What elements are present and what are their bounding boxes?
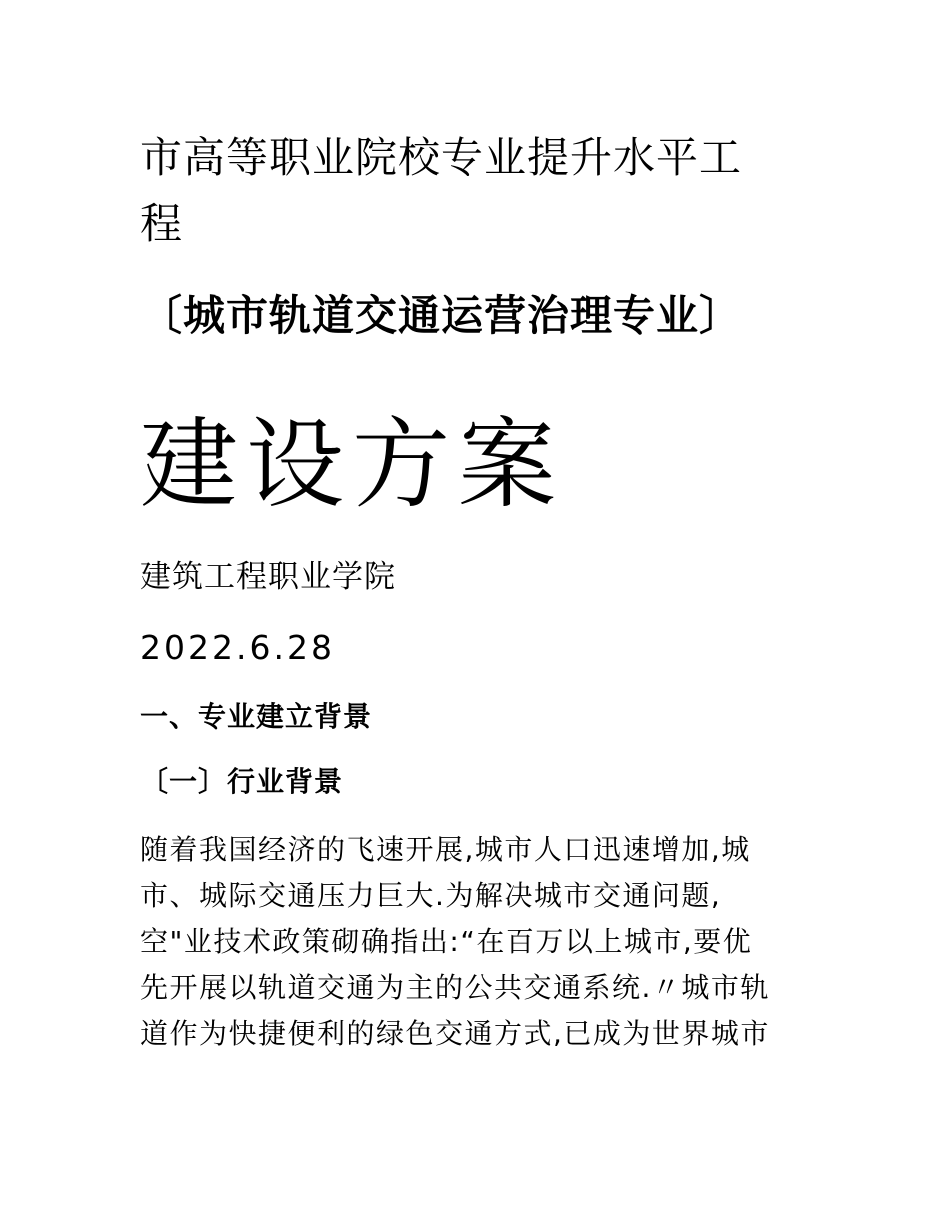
body-text-line: 市、城际交通压力巨大.为解决城市交通问题, [140, 879, 722, 912]
document-title-line-1: 市高等职业院校专业提升水平工 [140, 133, 743, 182]
body-text-line: 道作为快捷便利的绿色交通方式,已成为世界城市 [140, 1017, 770, 1050]
main-title: 建设方案 [140, 408, 565, 522]
institution-name: 建筑工程职业学院 [140, 559, 396, 595]
subsection-heading: 〔一〕行业背景 [140, 765, 344, 798]
document-subtitle: 〔城市轨道交通运营治理专业〕 [140, 291, 743, 340]
document-title-line-2: 程 [140, 199, 184, 248]
document-date: 2022.6.28 [140, 628, 335, 667]
section-heading: 一、专业建立背景 [140, 700, 373, 733]
body-text-line: 随着我国经济的飞速开展,城市人口迅速增加,城 [140, 833, 751, 866]
body-text-line: 空"业技术政策砌确指出:“在百万以上城市,要优 [140, 925, 753, 958]
body-text-line: 先开展以轨道交通为主的公共交通系统.〃城市轨 [140, 971, 770, 1004]
